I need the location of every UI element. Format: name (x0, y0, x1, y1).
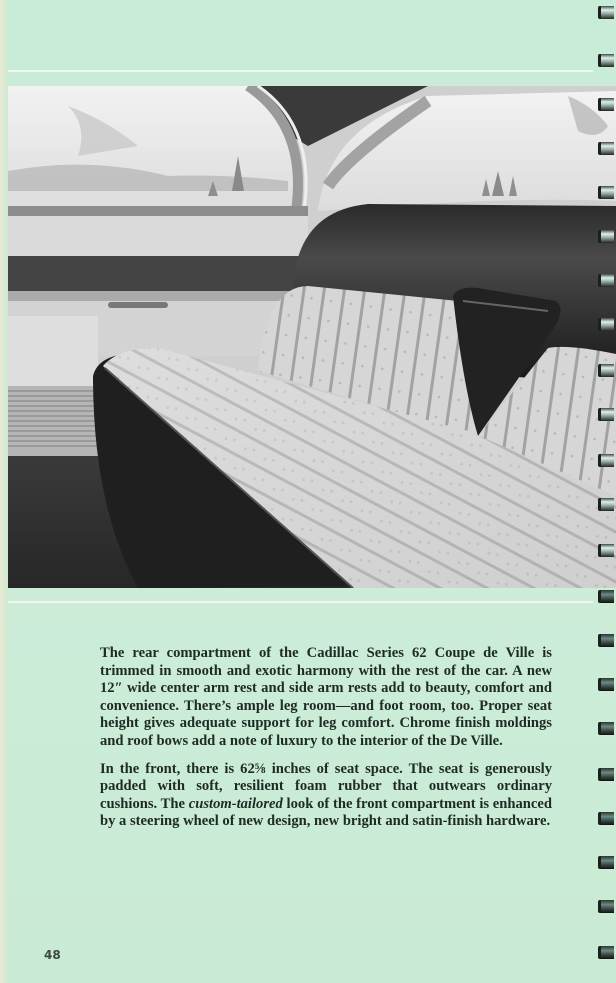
binding-coil (598, 454, 614, 467)
binding-coil (598, 678, 614, 691)
binding-coil (598, 142, 614, 155)
binding-coil (598, 408, 614, 421)
paragraph-rear-compartment: The rear compartment of the Cadillac Series 62 Coupe de Ville is trimmed in smooth and exotic harmony with the rest of the car. A new 12″ wide center arm rest and side arm rests add to beauty, comfort and convenience. There’s ample leg room—and foot room, too. Proper seat height gives adequate support for leg comfort. Chrome finish moldings and roof bows add a note of luxury to the interior of the De Ville. (100, 645, 552, 749)
binding-coil (598, 856, 614, 869)
binding-coil (598, 186, 614, 199)
bottom-rule-divider (8, 601, 593, 603)
paragraph-front-text-end: look of the front compartment is enhanced by a steering wheel of new design, new bright and satin-finish hardware. (100, 795, 552, 830)
binding-coil (598, 498, 614, 511)
binding-coil (598, 274, 614, 287)
binding-coil (598, 54, 614, 67)
binding-coil (598, 98, 614, 111)
paragraph-front-text-start: In the front, there is 62⅝ inches of seat space. The seat is generously padded with soft, resilient foam rubber that outwears ordinary cushions. The (100, 760, 552, 812)
binding-coil (598, 634, 614, 647)
page-edge (0, 0, 8, 983)
description-text (100, 645, 552, 841)
binding-coil (598, 900, 614, 913)
binding-coil (598, 318, 614, 331)
binding-coil (598, 590, 614, 603)
binding-coil (598, 544, 614, 557)
binding-coil (598, 6, 614, 19)
page-number: 48 (44, 948, 61, 962)
binding-coil (598, 946, 614, 959)
italic-emphasis: custom-tailored (188, 795, 283, 812)
interior-illustration (8, 86, 616, 588)
paragraph-front-compartment (100, 761, 552, 831)
binding-coil (598, 364, 614, 377)
binding-coil (598, 722, 614, 735)
binding-coil (598, 812, 614, 825)
binding-coil (598, 768, 614, 781)
spiral-binding (596, 0, 616, 983)
binding-coil (598, 230, 614, 243)
top-rule-divider (8, 70, 593, 72)
